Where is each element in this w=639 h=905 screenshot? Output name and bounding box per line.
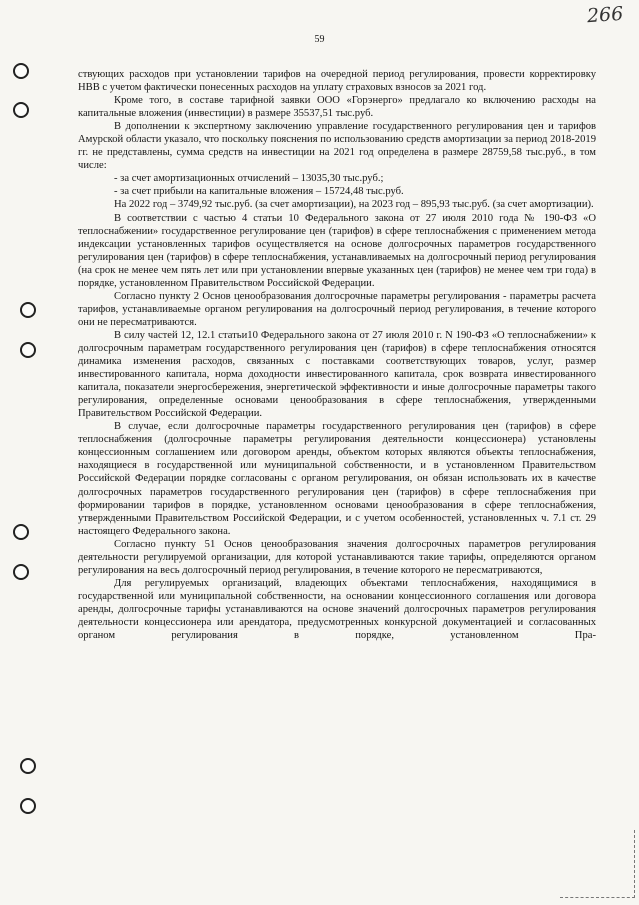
paragraph: Согласно пункту 2 Основ ценообразования долгосрочные параметры регулирования - параметры расчета тарифов, устанавливаемые органом регулирования на долгосрочный период регулирования, в течение которого они не пересматриваются.: [78, 290, 596, 328]
body-text: [78, 68, 596, 642]
page-number: 59: [314, 34, 325, 45]
punch-hole-icon: [20, 342, 36, 358]
punch-hole-icon: [13, 63, 29, 79]
paragraph: В силу частей 12, 12.1 статьи10 Федерального закона от 27 июля 2010 г. N 190-ФЗ «О теплоснабжении» к долгосрочным параметрам государственного регулирования цен (тарифов) в сфере теплоснабжения относятся динамика изменения расходов, связанных с поставками соответствующих товаров, услуг, размер инвестированного капитала, норма доходности инвестированного капитала, срок возврата инвестированного капитала, показатели энергосбережения, энергетической эффективности и иные долгосрочные параметры такого регулирования, определенные основами ценообразования в сфере теплоснабжения, утвержденными Правительством Российской Федерации.: [78, 329, 596, 420]
paragraph: В соответствии с частью 4 статьи 10 Федерального закона от 27 июля 2010 года № 190-ФЗ «О теплоснабжении» государственное регулирование цен (тарифов) в сфере теплоснабжения с применением метода индексации установленных тарифов осуществляется на основе долгосрочных параметров государственного регулирования цен (тарифов) в сфере теплоснабжения, устанавливаемых на долгосрочный период регулирования (на срок не менее чем пять лет или при установлении впервые указанных цен (тарифов) не менее чем три года) в порядке, установленном Правительством Российской Федерации.: [78, 212, 596, 289]
paragraph: В дополнении к экспертному заключению управление государственного регулирования цен и тарифов Амурской области указало, что поскольку пояснения по использованию средств амортизации за период 2018-2019 гг. не представлены, сумма средств на инвестиции на 2021 год определена в размере 28759,58 тыс.руб., в том числе:: [78, 121, 596, 172]
list-item: - за счет амортизационных отчислений – 13035,30 тыс.руб.;: [114, 173, 384, 185]
punch-hole-icon: [20, 758, 36, 774]
punch-hole-icon: [20, 302, 36, 318]
paragraph: Для регулируемых организаций, владеющих объектами теплоснабжения, находящимися в государственной или муниципальной собственности, на основании концессионного соглашения или договора аренды, долгосрочные тарифы устанавливаются на основе значений долгосрочных параметров регулирования деятельности концессионера или арендатора, предусмотренных конкурсной документацией и согласованных органом регулирования в порядке, установленном Пра-: [78, 577, 596, 642]
punch-hole-icon: [20, 798, 36, 814]
paragraph: В случае, если долгосрочные параметры государственного регулирования цен (тарифов) в сфере теплоснабжения (долгосрочные параметры регулирования деятельности концессионера) установлены концессионным соглашением или договором аренды, объектом которых являются объекты теплоснабжения, находящиеся в государственной или муниципальной собственности, и в установленном Правительством Российской Федерации порядке согласованы с органом регулирования, он обязан использовать их в качестве долгосрочных параметров государственного регулирования цен (тарифов) в сфере теплоснабжения при формировании тарифов в порядке, установленном основами ценообразования в сфере теплоснабжения, утвержденными Правительством Российской Федерации, и с учетом особенностей, установленных ч. 7.1 ст. 29 настоящего Федерального закона.: [78, 421, 596, 537]
punch-hole-icon: [13, 102, 29, 118]
list-item: - за счет прибыли на капитальные вложения – 15724,48 тыс.руб.: [114, 186, 404, 198]
page-edge-mark: [560, 897, 635, 898]
punch-hole-icon: [13, 524, 29, 540]
paragraph: Кроме того, в составе тарифной заявки ООО «Горэнерго» предлагало ко включению расходы на капитальные вложения (инвестиции) в размере 35537,51 тыс.руб.: [78, 95, 596, 120]
handwritten-page-number: 266: [586, 2, 624, 28]
page-edge-mark: [634, 830, 635, 898]
paragraph: На 2022 год – 3749,92 тыс.руб. (за счет амортизации), на 2023 год – 895,93 тыс.руб. (за счет амортизации).: [114, 199, 594, 211]
paragraph: ствующих расходов при установлении тарифов на очередной период регулирования, провести корректировку НВВ с учетом фактически понесенных расходов на уплату страховых взносов за 2021 год.: [78, 69, 596, 94]
paragraph: Согласно пункту 51 Основ ценообразования значения долгосрочных параметров регулирования деятельности регулируемой организации, для которой устанавливаются такие тарифы, определяются органом регулирования на весь долгосрочный период регулирования, в течение которого не пересматриваются,: [78, 538, 596, 576]
punch-hole-icon: [13, 564, 29, 580]
